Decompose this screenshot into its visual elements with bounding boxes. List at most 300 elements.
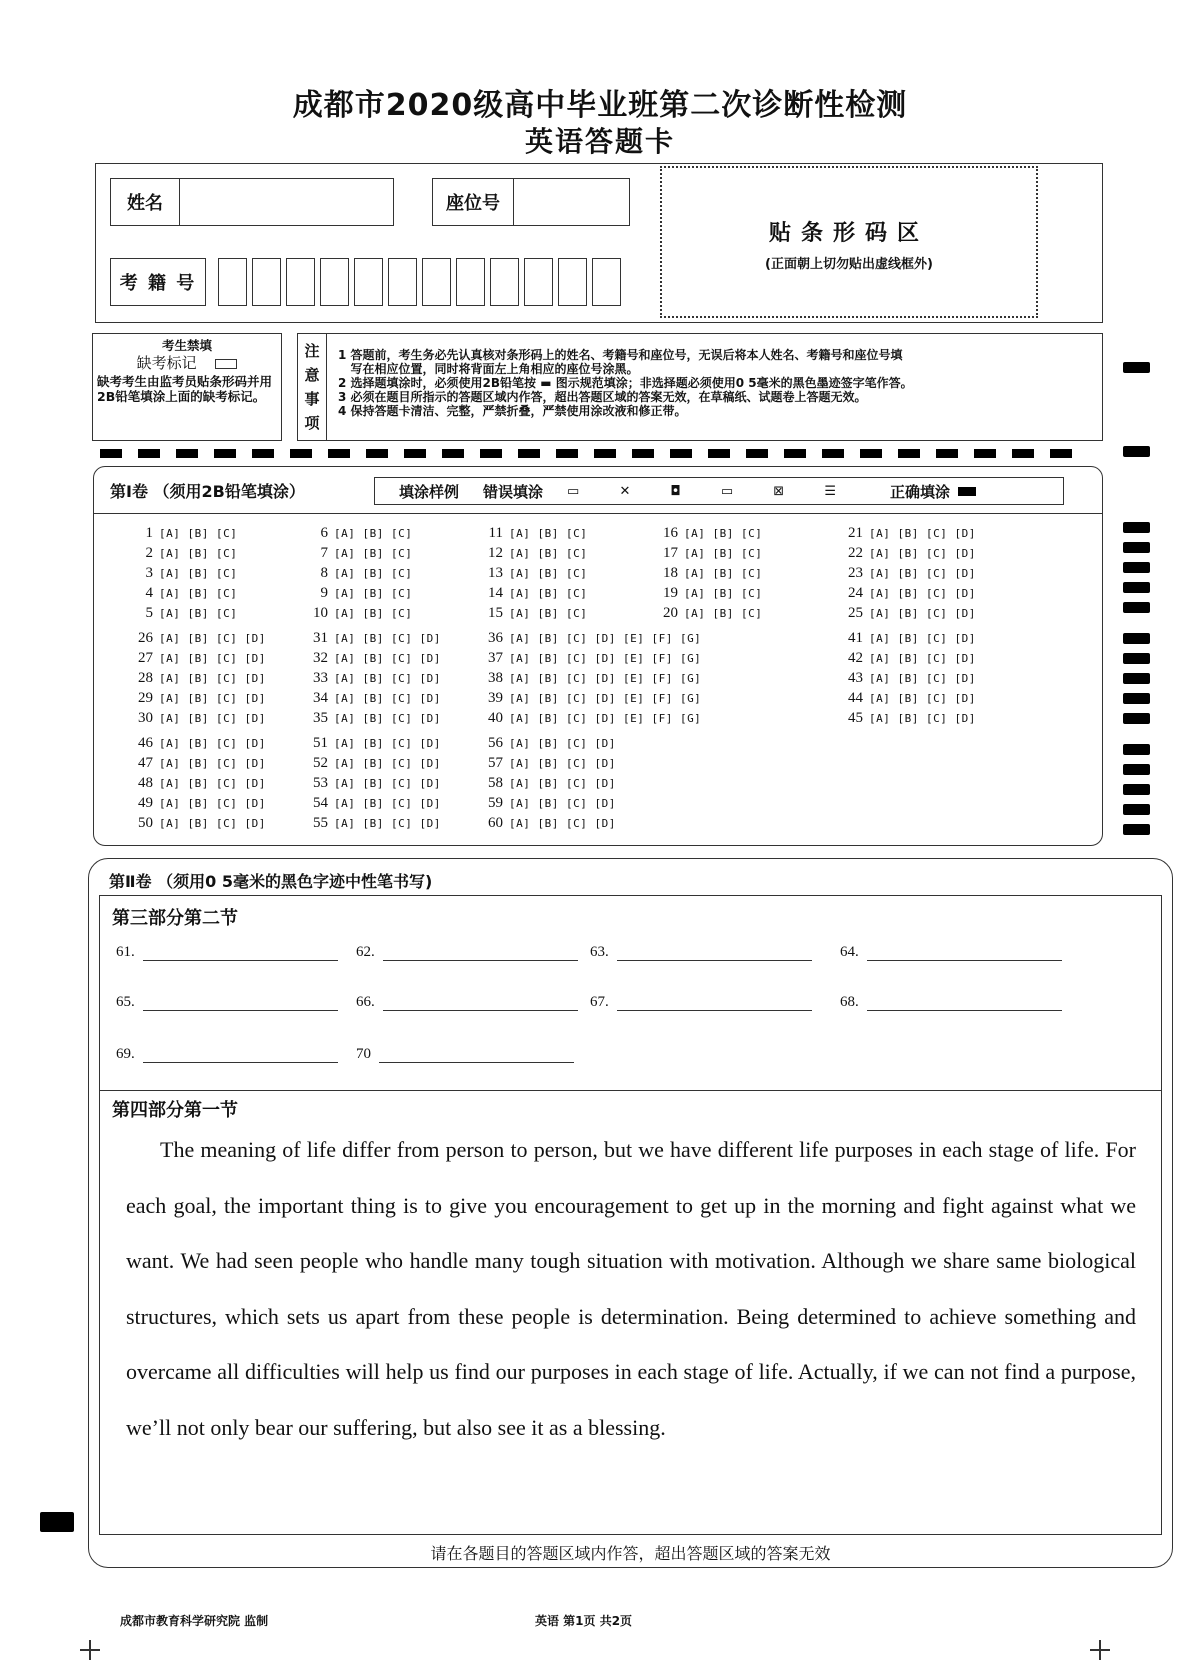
- timing-mark: [1123, 673, 1150, 684]
- question-number: 29: [138, 690, 153, 706]
- exam-id-label-box: [110, 258, 206, 306]
- question-number: 16: [663, 525, 678, 541]
- blank-answer-field[interactable]: [590, 994, 812, 1011]
- question-row[interactable]: [304, 545, 412, 562]
- timing-mark: [556, 449, 578, 458]
- seat-label: 座位号: [433, 179, 514, 225]
- answer-options[interactable]: [A] [B] [C] [D]: [509, 737, 616, 750]
- question-number: 22: [848, 545, 863, 561]
- question-row[interactable]: [839, 690, 976, 707]
- timing-mark: [936, 449, 958, 458]
- question-number: 48: [138, 775, 153, 791]
- answer-options[interactable]: [A] [B] [C] [D] [E] [F] [G]: [509, 692, 702, 705]
- written-answer-area: [99, 895, 1162, 1535]
- question-number: 1: [145, 525, 153, 541]
- correct-label: 正确填涂: [889, 482, 950, 501]
- question-number: 47: [138, 755, 153, 771]
- answer-options[interactable]: [A] [B] [C]: [684, 547, 763, 560]
- answer-options[interactable]: [A] [B] [C]: [684, 587, 763, 600]
- exam-id-digit-box[interactable]: [218, 258, 247, 306]
- question-row[interactable]: [304, 650, 441, 667]
- question-row[interactable]: [304, 630, 441, 647]
- answer-options[interactable]: [A] [B] [C] [D]: [869, 692, 976, 705]
- answer-options[interactable]: [A] [B] [C] [D]: [159, 737, 266, 750]
- exam-id-digit-box[interactable]: [592, 258, 621, 306]
- timing-mark: [670, 449, 692, 458]
- blank-line[interactable]: [617, 946, 812, 961]
- question-row[interactable]: [129, 735, 266, 752]
- forbid-title: 考生禁填: [161, 338, 212, 353]
- timing-mark: [518, 449, 540, 458]
- question-row[interactable]: [304, 690, 441, 707]
- timing-mark: [898, 449, 920, 458]
- timing-mark: [974, 449, 996, 458]
- notice-item: 2 选择题填涂时，必须使用2B铅笔按 ▬ 图示规范填涂；非选择题必须使用0 5毫米的黑色墨迹签字笔作答。: [338, 376, 913, 390]
- question-row[interactable]: [129, 565, 237, 582]
- question-row[interactable]: [129, 755, 266, 772]
- answer-options[interactable]: [A] [B] [C] [D]: [159, 692, 266, 705]
- question-number: 45: [848, 710, 863, 726]
- blank-answer-field[interactable]: [840, 944, 1062, 961]
- timing-mark: [822, 449, 844, 458]
- timing-mark: [40, 1512, 74, 1532]
- question-number: 35: [313, 710, 328, 726]
- timing-mark: [1123, 744, 1150, 755]
- blank-number: 67.: [590, 994, 609, 1010]
- blank-answer-field[interactable]: [116, 994, 338, 1011]
- blank-line[interactable]: [143, 946, 338, 961]
- blank-number: 69.: [116, 1046, 135, 1062]
- question-row[interactable]: [839, 545, 976, 562]
- blank-line[interactable]: [379, 1048, 574, 1063]
- blank-number: 63.: [590, 944, 609, 960]
- timing-marks-row: [100, 449, 1072, 458]
- answer-options[interactable]: [A] [B] [C] [D] [E] [F] [G]: [509, 712, 702, 725]
- timing-mark: [594, 449, 616, 458]
- barcode-title: 贴条形码区: [768, 221, 929, 246]
- question-row[interactable]: [304, 605, 412, 622]
- question-number: 2: [145, 545, 153, 561]
- answer-options[interactable]: [A] [B] [C] [D]: [334, 797, 441, 810]
- question-number: 56: [488, 735, 503, 751]
- question-row[interactable]: [479, 670, 701, 687]
- blank-line[interactable]: [143, 1048, 338, 1063]
- question-number: 40: [488, 710, 503, 726]
- question-number: 34: [313, 690, 328, 706]
- absent-mark-checkbox[interactable]: [215, 359, 237, 369]
- answer-options[interactable]: [A] [B] [C]: [159, 567, 238, 580]
- question-row[interactable]: [129, 630, 266, 647]
- question-number: 53: [313, 775, 328, 791]
- answer-area-warning: 请在各题目的答题区域内作答，超出答题区域的答案无效: [430, 1544, 831, 1563]
- question-number: 33: [313, 670, 328, 686]
- blank-number: 68.: [840, 994, 859, 1010]
- question-number: 24: [848, 585, 863, 601]
- answer-options[interactable]: [A] [B] [C]: [509, 567, 588, 580]
- answer-options[interactable]: [A] [B] [C] [D]: [159, 817, 266, 830]
- question-row[interactable]: [479, 710, 701, 727]
- question-row[interactable]: [839, 605, 976, 622]
- question-number: 10: [313, 605, 328, 621]
- question-row[interactable]: [129, 710, 266, 727]
- question-number: 42: [848, 650, 863, 666]
- question-row[interactable]: [839, 565, 976, 582]
- section-2-title: 第Ⅱ卷 （须用0 5毫米的黑色字迹中性笔书写): [109, 872, 433, 891]
- answer-options[interactable]: [A] [B] [C] [D]: [869, 527, 976, 540]
- seat-number-field[interactable]: [432, 178, 630, 226]
- question-number: 15: [488, 605, 503, 621]
- sample-label: 填涂样例: [399, 482, 460, 501]
- name-field[interactable]: [110, 178, 394, 226]
- question-number: 60: [488, 815, 503, 831]
- question-number: 58: [488, 775, 503, 791]
- question-row[interactable]: [654, 605, 762, 622]
- answer-options[interactable]: [A] [B] [C] [D]: [334, 757, 441, 770]
- timing-mark: [214, 449, 236, 458]
- question-row[interactable]: [654, 565, 762, 582]
- exam-id-digit-box[interactable]: [354, 258, 383, 306]
- question-row[interactable]: [129, 795, 266, 812]
- answer-options[interactable]: [A] [B] [C]: [334, 567, 413, 580]
- timing-mark: [404, 449, 426, 458]
- question-number: 17: [663, 545, 678, 561]
- question-row[interactable]: [479, 690, 701, 707]
- question-number: 52: [313, 755, 328, 771]
- blank-line[interactable]: [617, 996, 812, 1011]
- question-row[interactable]: [304, 755, 441, 772]
- question-row[interactable]: [304, 795, 441, 812]
- answer-options[interactable]: [A] [B] [C] [D] [E] [F] [G]: [509, 652, 702, 665]
- answer-options[interactable]: [A] [B] [C] [D]: [509, 757, 616, 770]
- exam-id-digit-box[interactable]: [524, 258, 553, 306]
- question-number: 41: [848, 630, 863, 646]
- blank-answer-field[interactable]: [590, 944, 812, 961]
- answer-options[interactable]: [A] [B] [C]: [334, 527, 413, 540]
- timing-mark: [708, 449, 730, 458]
- blank-line[interactable]: [383, 946, 578, 961]
- question-row[interactable]: [129, 545, 237, 562]
- correct-fill-sample: [958, 487, 976, 496]
- question-number: 19: [663, 585, 678, 601]
- question-row[interactable]: [839, 585, 976, 602]
- timing-mark: [1050, 449, 1072, 458]
- question-row[interactable]: [304, 670, 441, 687]
- question-row[interactable]: [129, 585, 237, 602]
- question-row[interactable]: [839, 525, 976, 542]
- part3-title: 第三部分第二节: [112, 908, 238, 929]
- forbid-note: 缺考考生由监考员贴条形码并用2B铅笔填涂上面的缺考标记。: [97, 374, 273, 404]
- answer-options[interactable]: [A] [B] [C]: [334, 587, 413, 600]
- blank-line[interactable]: [867, 996, 1062, 1011]
- question-number: 28: [138, 670, 153, 686]
- question-row[interactable]: [839, 650, 976, 667]
- timing-mark: [1123, 713, 1150, 724]
- answer-options[interactable]: [A] [B] [C] [D]: [334, 777, 441, 790]
- answer-options[interactable]: [A] [B] [C]: [684, 527, 763, 540]
- answer-options[interactable]: [A] [B] [C]: [334, 547, 413, 560]
- timing-mark: [1123, 633, 1150, 644]
- question-row[interactable]: [479, 545, 587, 562]
- timing-mark: [1123, 582, 1150, 593]
- blank-answer-field[interactable]: [356, 944, 578, 961]
- question-row[interactable]: [654, 525, 762, 542]
- timing-mark: [1123, 602, 1150, 613]
- question-row[interactable]: [479, 650, 701, 667]
- notice-side-label: 注 意 事 项: [298, 334, 327, 440]
- timing-mark: [1123, 362, 1150, 373]
- timing-mark: [1123, 446, 1150, 457]
- fill-sample-legend: [374, 477, 1064, 505]
- question-row[interactable]: [129, 525, 237, 542]
- timing-mark: [1012, 449, 1034, 458]
- answer-options[interactable]: [A] [B] [C]: [684, 567, 763, 580]
- question-row[interactable]: [304, 775, 441, 792]
- blank-line[interactable]: [383, 996, 578, 1011]
- answer-options[interactable]: [A] [B] [C] [D]: [869, 652, 976, 665]
- timing-mark: [1123, 542, 1150, 553]
- blank-answer-field[interactable]: [356, 1046, 574, 1063]
- blank-number: 70: [356, 1046, 371, 1062]
- exam-id-digit-box[interactable]: [320, 258, 349, 306]
- answer-options[interactable]: [A] [B] [C] [D]: [159, 652, 266, 665]
- answer-options[interactable]: [A] [B] [C] [D]: [159, 757, 266, 770]
- question-number: 6: [320, 525, 328, 541]
- question-row[interactable]: [304, 565, 412, 582]
- timing-mark: [290, 449, 312, 458]
- timing-mark: [1123, 562, 1150, 573]
- barcode-area: [660, 166, 1038, 318]
- crop-mark-icon: [1090, 1640, 1110, 1660]
- answer-options[interactable]: [A] [B] [C] [D]: [869, 587, 976, 600]
- timing-mark: [1123, 653, 1150, 664]
- question-number: 54: [313, 795, 328, 811]
- blank-line[interactable]: [143, 996, 338, 1011]
- timing-mark: [138, 449, 160, 458]
- answer-options[interactable]: [A] [B] [C] [D]: [869, 567, 976, 580]
- timing-mark: [1123, 764, 1150, 775]
- timing-mark: [1123, 824, 1150, 835]
- section-1-title: 第Ⅰ卷 （须用2B铅笔填涂）: [110, 482, 305, 501]
- question-row[interactable]: [304, 585, 412, 602]
- answer-options[interactable]: [A] [B] [C] [D]: [159, 797, 266, 810]
- question-row[interactable]: [839, 710, 976, 727]
- question-row[interactable]: [129, 605, 237, 622]
- question-number: 21: [848, 525, 863, 541]
- question-row[interactable]: [129, 815, 266, 832]
- blank-answer-field[interactable]: [840, 994, 1062, 1011]
- question-number: 14: [488, 585, 503, 601]
- question-number: 49: [138, 795, 153, 811]
- answer-options[interactable]: [A] [B] [C]: [509, 527, 588, 540]
- barcode-note: (正面朝上切勿贴出虚线框外): [765, 257, 933, 272]
- notice-items: [338, 348, 913, 418]
- question-number: 9: [320, 585, 328, 601]
- part4-title: 第四部分第一节: [112, 1100, 238, 1121]
- answer-options[interactable]: [A] [B] [C] [D]: [334, 692, 441, 705]
- answer-options[interactable]: [A] [B] [C] [D]: [509, 777, 616, 790]
- question-number: 27: [138, 650, 153, 666]
- essay-text[interactable]: The meaning of life differ from person to person, but we have different life purposes in each stage of life. For each goal, the important thing is to give you encouragement to get up in the morning and fight against what we want. We had seen people who handle many tough situation with motivation. Although we share same biological structures, which sets us apart from these people is determination. Being determined to achieve something and overcame all difficulties will help us find our purposes in each stage of life. Actually, if we can not find a purpose, we’ll not only bear our suffering, but also see it as a blessing.: [126, 1137, 1136, 1440]
- question-row[interactable]: [129, 650, 266, 667]
- answer-options[interactable]: [A] [B] [C] [D]: [869, 547, 976, 560]
- notice-item: 4 保持答题卡清洁、完整，严禁折叠，严禁使用涂改液和修正带。: [338, 404, 687, 418]
- answer-options[interactable]: [A] [B] [C] [D]: [334, 737, 441, 750]
- blank-answer-field[interactable]: [116, 944, 338, 961]
- question-number: 37: [488, 650, 503, 666]
- answer-options[interactable]: [A] [B] [C]: [159, 527, 238, 540]
- timing-mark: [860, 449, 882, 458]
- absent-mark-panel: [92, 333, 282, 441]
- question-row[interactable]: [304, 815, 441, 832]
- question-number: 43: [848, 670, 863, 686]
- notice-item: 写在相应位置，同时将背面左上角相应的座位号涂黑。: [338, 362, 639, 376]
- question-number: 26: [138, 630, 153, 646]
- question-number: 59: [488, 795, 503, 811]
- question-row[interactable]: [479, 630, 701, 647]
- answer-options[interactable]: [A] [B] [C]: [159, 587, 238, 600]
- question-row[interactable]: [304, 710, 441, 727]
- publisher-label: 成都市教育科学研究院 监制: [120, 1614, 269, 1628]
- question-number: 32: [313, 650, 328, 666]
- answer-options[interactable]: [A] [B] [C] [D]: [334, 817, 441, 830]
- answer-options[interactable]: [A] [B] [C] [D]: [159, 712, 266, 725]
- answer-options[interactable]: [A] [B] [C] [D]: [159, 672, 266, 685]
- blank-number: 66.: [356, 994, 375, 1010]
- question-number: 31: [313, 630, 328, 646]
- question-number: 30: [138, 710, 153, 726]
- notice-panel: [297, 333, 1103, 441]
- question-row[interactable]: [304, 525, 412, 542]
- question-row[interactable]: [129, 690, 266, 707]
- blank-number: 62.: [356, 944, 375, 960]
- question-row[interactable]: [839, 630, 976, 647]
- blank-answer-field[interactable]: [356, 994, 578, 1011]
- blank-number: 65.: [116, 994, 135, 1010]
- answer-options[interactable]: [A] [B] [C] [D]: [334, 712, 441, 725]
- exam-id-label: 考 籍 号: [119, 273, 197, 294]
- question-number: 23: [848, 565, 863, 581]
- answer-options[interactable]: [A] [B] [C] [D] [E] [F] [G]: [509, 632, 702, 645]
- exam-id-digit-box[interactable]: [388, 258, 417, 306]
- question-number: 11: [488, 525, 503, 541]
- question-number: 18: [663, 565, 678, 581]
- absent-label: 缺考标记: [136, 354, 197, 372]
- question-number: 7: [320, 545, 328, 561]
- question-number: 51: [313, 735, 328, 751]
- answer-options[interactable]: [A] [B] [C] [D]: [869, 632, 976, 645]
- blank-line[interactable]: [867, 946, 1062, 961]
- question-number: 8: [320, 565, 328, 581]
- section-1-multiple-choice: [93, 466, 1103, 846]
- blank-number: 64.: [840, 944, 859, 960]
- timing-mark: [1123, 522, 1150, 533]
- answer-options[interactable]: [A] [B] [C]: [509, 547, 588, 560]
- question-row[interactable]: [479, 525, 587, 542]
- exam-id-digit-box[interactable]: [456, 258, 485, 306]
- answer-options[interactable]: [A] [B] [C] [D]: [869, 607, 976, 620]
- timing-mark: [366, 449, 388, 458]
- answer-options[interactable]: [A] [B] [C]: [509, 607, 588, 620]
- timing-mark: [632, 449, 654, 458]
- name-label: 姓名: [111, 179, 180, 225]
- question-row[interactable]: [479, 775, 616, 792]
- question-number: 57: [488, 755, 503, 771]
- question-row[interactable]: [479, 815, 616, 832]
- question-row[interactable]: [839, 670, 976, 687]
- timing-mark: [480, 449, 502, 458]
- question-number: 38: [488, 670, 503, 686]
- answer-options[interactable]: [A] [B] [C] [D]: [509, 817, 616, 830]
- question-row[interactable]: [479, 735, 616, 752]
- exam-id-digit-box[interactable]: [558, 258, 587, 306]
- question-number: 25: [848, 605, 863, 621]
- timing-mark: [1123, 804, 1150, 815]
- wrong-label: 错误填涂: [483, 482, 544, 501]
- answer-options[interactable]: [A] [B] [C] [D]: [509, 797, 616, 810]
- question-number: 44: [848, 690, 863, 706]
- question-row[interactable]: [479, 605, 587, 622]
- question-number: 13: [488, 565, 503, 581]
- answer-options[interactable]: [A] [B] [C]: [159, 607, 238, 620]
- question-row[interactable]: [479, 565, 587, 582]
- question-row[interactable]: [654, 585, 762, 602]
- answer-options[interactable]: [A] [B] [C] [D]: [334, 632, 441, 645]
- answer-options[interactable]: [A] [B] [C]: [684, 607, 763, 620]
- page-subtitle: 英语答题卡: [524, 125, 675, 158]
- timing-mark: [328, 449, 350, 458]
- question-row[interactable]: [129, 670, 266, 687]
- timing-mark: [442, 449, 464, 458]
- blank-number: 61.: [116, 944, 135, 960]
- question-row[interactable]: [129, 775, 266, 792]
- exam-id-digit-box[interactable]: [252, 258, 281, 306]
- timing-mark: [100, 449, 122, 458]
- question-number: 3: [145, 565, 153, 581]
- answer-options[interactable]: [A] [B] [C] [D]: [159, 632, 266, 645]
- timing-mark: [784, 449, 806, 458]
- answer-options[interactable]: [A] [B] [C] [D]: [869, 712, 976, 725]
- question-row[interactable]: [304, 735, 441, 752]
- exam-id-digit-box[interactable]: [286, 258, 315, 306]
- answer-options[interactable]: [A] [B] [C]: [509, 587, 588, 600]
- question-number: 5: [145, 605, 153, 621]
- timing-mark: [746, 449, 768, 458]
- question-row[interactable]: [479, 795, 616, 812]
- timing-mark: [1123, 693, 1150, 704]
- question-row[interactable]: [479, 755, 616, 772]
- timing-mark: [252, 449, 274, 458]
- notice-item: 3 必须在题目所指示的答题区域内作答，超出答题区域的答案无效，在草稿纸、试题卷上答题无效。: [338, 390, 867, 404]
- section-2-written: [88, 858, 1173, 1568]
- page-info: 英语 第1页 共2页: [535, 1614, 633, 1628]
- question-number: 12: [488, 545, 503, 561]
- question-row[interactable]: [479, 585, 587, 602]
- answer-options[interactable]: [A] [B] [C] [D]: [869, 672, 976, 685]
- question-row[interactable]: [654, 545, 762, 562]
- question-number: 20: [663, 605, 678, 621]
- answer-options[interactable]: [A] [B] [C]: [334, 607, 413, 620]
- answer-options[interactable]: [A] [B] [C]: [159, 547, 238, 560]
- answer-options[interactable]: [A] [B] [C] [D]: [159, 777, 266, 790]
- blank-answer-field[interactable]: [116, 1046, 338, 1063]
- notice-item: 1 答题前，考生务必先认真核对条形码上的姓名、考籍号和座位号，无误后将本人姓名、考籍号和座位号填: [338, 348, 903, 362]
- page-title: 成都市2020级高中毕业班第二次诊断性检测: [292, 88, 908, 123]
- exam-id-digit-box[interactable]: [490, 258, 519, 306]
- answer-options[interactable]: [A] [B] [C] [D]: [334, 672, 441, 685]
- answer-options[interactable]: [A] [B] [C] [D] [E] [F] [G]: [509, 672, 702, 685]
- answer-options[interactable]: [A] [B] [C] [D]: [334, 652, 441, 665]
- exam-id-digit-box[interactable]: [422, 258, 451, 306]
